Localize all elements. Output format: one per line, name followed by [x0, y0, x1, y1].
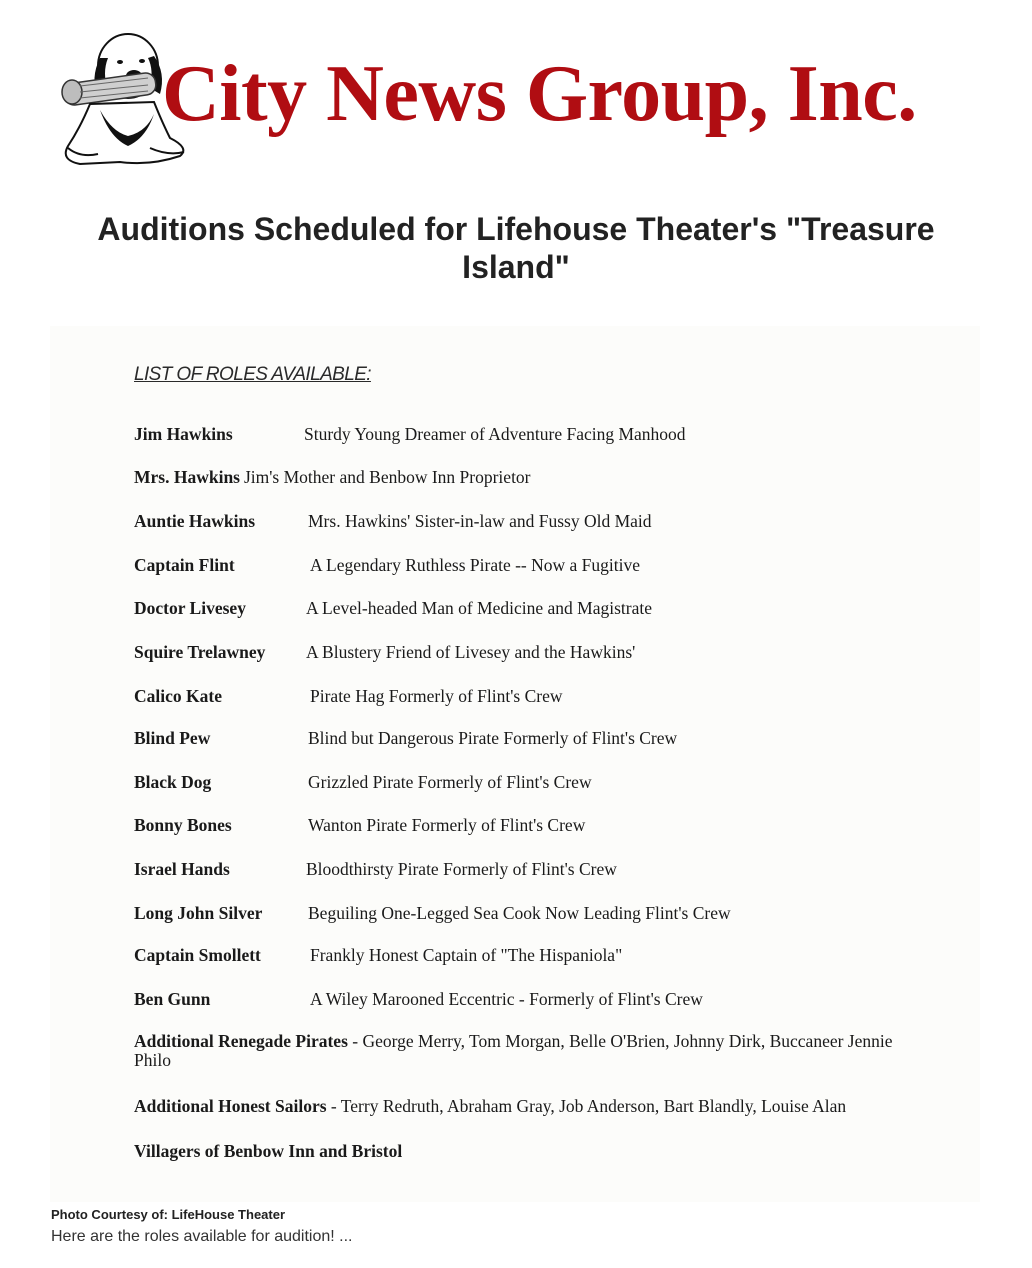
role-name: Auntie Hawkins [134, 511, 256, 531]
article-headline: Auditions Scheduled for Lifehouse Theater's "Treasure Island" [97, 211, 935, 285]
role-name: Long John Silver [134, 903, 263, 923]
role-name: Bonny Bones [134, 815, 232, 835]
role-description: Pirate Hag Formerly of Flint's Crew [310, 686, 563, 706]
role-name: Captain Flint [134, 555, 235, 575]
article-photo [50, 326, 980, 1202]
role-row [134, 728, 678, 749]
role-row [134, 598, 652, 619]
role-name: Jim Hawkins [134, 424, 233, 444]
role-row [134, 859, 617, 880]
role-name: Squire Trelawney [134, 642, 266, 662]
additional-label: Additional Honest Sailors [134, 1096, 327, 1116]
additional-names: - Terry Redruth, Abraham Gray, Job Anderson, Bart Blandly, Louise Alan [326, 1096, 847, 1116]
role-row [134, 642, 636, 663]
role-description: Beguiling One-Legged Sea Cook Now Leading Flint's Crew [308, 903, 731, 923]
additional-label: Villagers of Benbow Inn and Bristol [134, 1141, 403, 1161]
role-description: Blind but Dangerous Pirate Formerly of Flint's Crew [308, 728, 678, 748]
role-name: Black Dog [134, 772, 212, 792]
article-summary: Here are the roles available for audition! ... [51, 1228, 353, 1245]
role-description: A Legendary Ruthless Pirate -- Now a Fugitive [310, 555, 641, 575]
role-description: A Blustery Friend of Livesey and the Hawkins' [306, 642, 636, 662]
additional-sailors-row [134, 1097, 914, 1116]
role-row [134, 903, 731, 924]
additional-label: Additional Renegade Pirates [134, 1031, 348, 1051]
role-name: Israel Hands [134, 859, 230, 879]
role-row [134, 467, 531, 488]
villagers-row [134, 1142, 914, 1161]
role-row [134, 815, 586, 836]
additional-pirates-row [134, 1032, 914, 1070]
role-row [134, 945, 623, 966]
photo-credit: Photo Courtesy of: LifeHouse Theater [51, 1207, 286, 1222]
role-row [134, 424, 686, 445]
role-description: Bloodthirsty Pirate Formerly of Flint's Crew [306, 859, 617, 879]
additional-names: - George Merry, Tom Morgan, Belle O'Brien, Johnny Dirk, Buccaneer Jennie Philo [134, 1031, 893, 1070]
brand-name: City News Group, Inc. [162, 50, 917, 138]
role-description: Wanton Pirate Formerly of Flint's Crew [308, 815, 586, 835]
role-row [134, 555, 641, 576]
role-description: A Wiley Marooned Eccentric - Formerly of Flint's Crew [310, 989, 703, 1009]
role-name: Ben Gunn [134, 989, 211, 1009]
role-description: Mrs. Hawkins' Sister-in-law and Fussy Old Maid [308, 511, 652, 531]
role-name: Blind Pew [134, 728, 211, 748]
role-row [134, 511, 652, 532]
role-name: Doctor Livesey [134, 598, 246, 618]
role-row [134, 989, 703, 1010]
role-description: Jim's Mother and Benbow Inn Proprietor [243, 467, 531, 487]
role-name: Captain Smollett [134, 945, 261, 965]
role-row [134, 772, 592, 793]
role-description: Sturdy Young Dreamer of Adventure Facing Manhood [304, 424, 686, 444]
role-description: Frankly Honest Captain of "The Hispaniola" [310, 945, 623, 965]
role-row [134, 686, 563, 707]
role-name: Calico Kate [134, 686, 222, 706]
role-name: Mrs. Hawkins [134, 467, 240, 487]
masthead [50, 28, 980, 178]
roles-heading: LIST OF ROLES AVAILABLE: [134, 364, 371, 385]
role-description: A Level-headed Man of Medicine and Magistrate [306, 598, 652, 618]
role-description: Grizzled Pirate Formerly of Flint's Crew [308, 772, 592, 792]
